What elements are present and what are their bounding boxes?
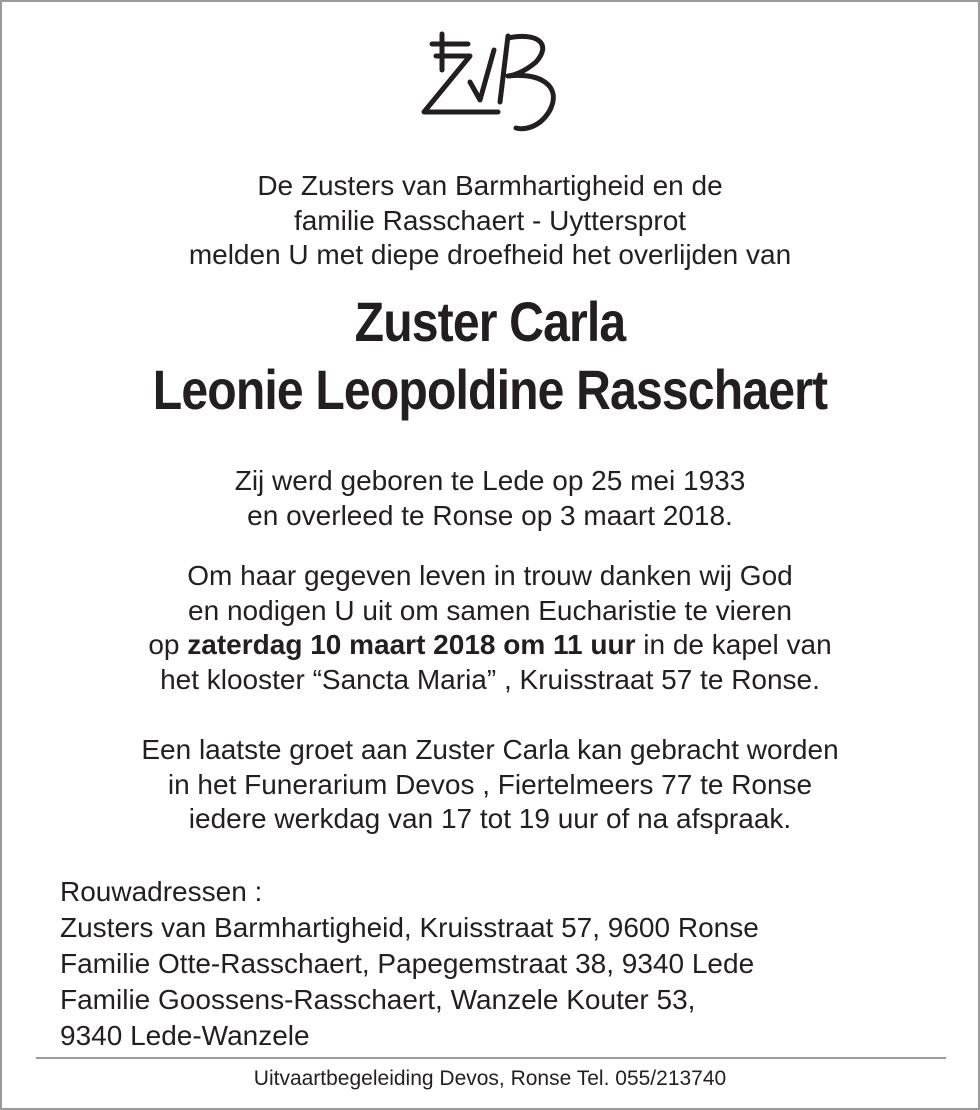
mass-location: het klooster “Sancta Maria” , Kruisstraat 57 te Ronse. bbox=[160, 663, 820, 695]
visit-line: in het Funerarium Devos , Fiertelmeers 77 te Ronse bbox=[167, 768, 813, 800]
deceased-name-line2: Leonie Leopoldine Rasschaert bbox=[152, 358, 828, 421]
address-line: Zusters van Barmhartigheid, Kruisstraat 57, 9600 Ronse bbox=[60, 912, 759, 943]
intro-block bbox=[2, 169, 978, 273]
death-line: en overleed te Ronse op 3 maart 2018. bbox=[247, 499, 733, 531]
address-line: Familie Otte-Rasschaert, Papegemstraat 38, 9340 Lede bbox=[60, 948, 755, 979]
mass-line: Om haar gegeven leven in trouw danken wij God bbox=[187, 560, 793, 591]
mass-date-prefix: op bbox=[148, 629, 180, 660]
addresses-block bbox=[60, 874, 759, 1054]
mass-line: en nodigen U uit om samen Eucharistie te vieren bbox=[188, 594, 792, 626]
intro-line: familie Rasschaert - Uyttersprot bbox=[293, 204, 687, 236]
mass-block bbox=[2, 559, 978, 697]
intro-line: melden U met diepe droefheid het overlijden van bbox=[188, 239, 792, 270]
birth-death-block bbox=[2, 464, 978, 533]
visit-line: iedere werkdag van 17 tot 19 uur of na afspraak. bbox=[188, 803, 792, 834]
birth-line: Zij werd geboren te Lede op 25 mei 1933 bbox=[234, 465, 746, 496]
address-line: 9340 Lede-Wanzele bbox=[60, 1020, 310, 1051]
zvb-logo bbox=[412, 30, 572, 140]
mass-date: zaterdag 10 maart 2018 om 11 uur bbox=[187, 629, 636, 660]
deceased-name-line1: Zuster Carla bbox=[354, 290, 626, 353]
intro-line: De Zusters van Barmhartigheid en de bbox=[257, 170, 723, 201]
mass-date-line bbox=[2, 628, 978, 663]
addresses-heading: Rouwadressen : bbox=[60, 876, 263, 907]
mass-date-suffix: in de kapel van bbox=[643, 629, 832, 660]
footer-text: Uitvaartbegeleiding Devos, Ronse Tel. 055/213740 bbox=[253, 1067, 727, 1090]
address-line: Familie Goossens-Rasschaert, Wanzele Kouter 53, bbox=[60, 984, 696, 1015]
visit-line: Een laatste groet aan Zuster Carla kan gebracht worden bbox=[141, 734, 839, 765]
deceased-name bbox=[2, 288, 978, 424]
visit-block bbox=[2, 733, 978, 837]
footer-divider bbox=[36, 1057, 946, 1059]
